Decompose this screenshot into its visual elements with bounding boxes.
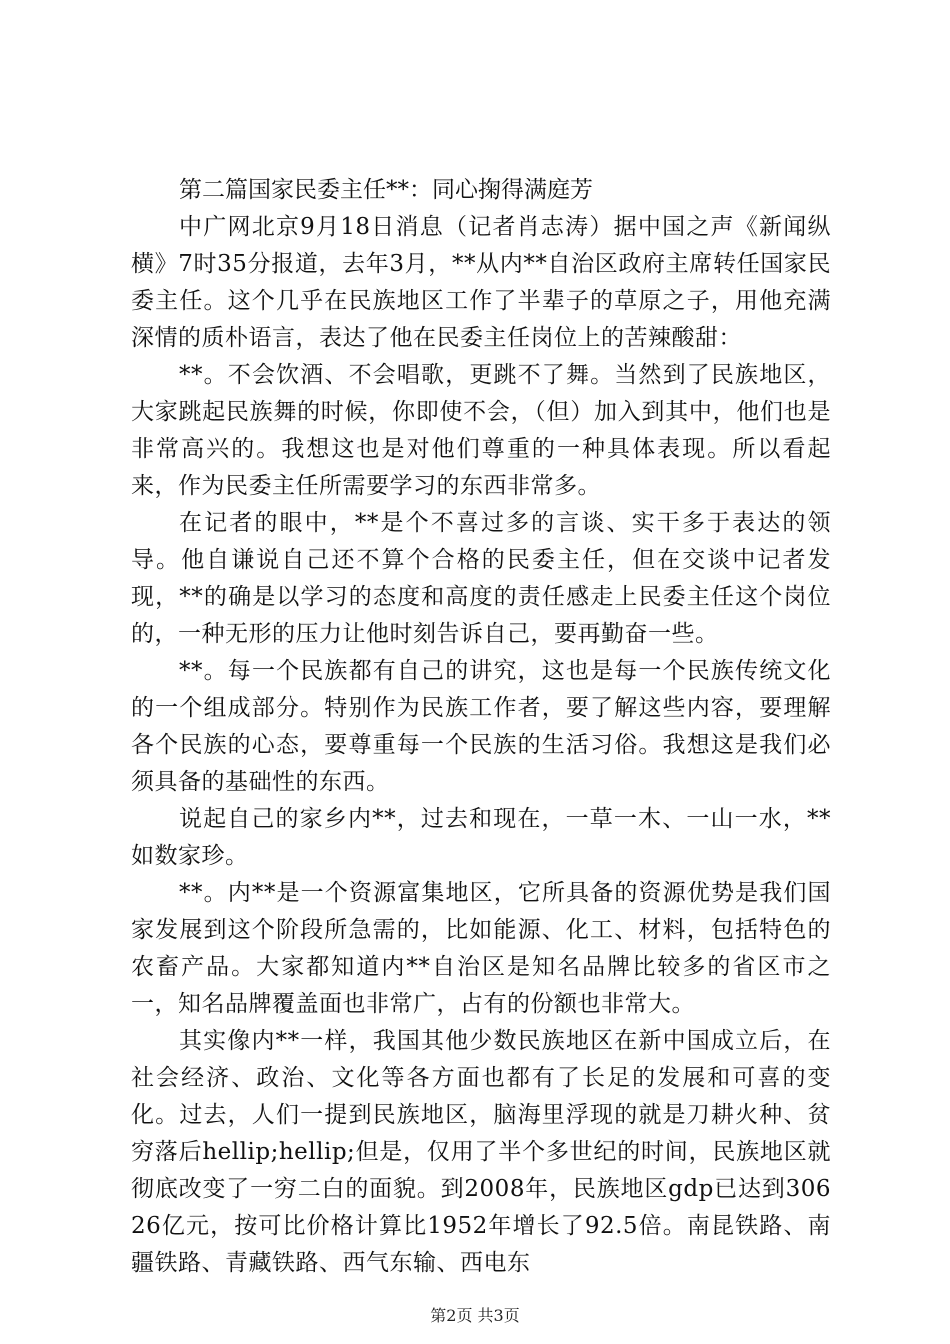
document-title: 第二篇国家民委主任**：同心掬得满庭芳 [179,177,593,203]
paragraph: 中广网北京9月18日消息（记者肖志涛）据中国之声《新闻纵横》7时35分报道，去年3月，**从内**自治区政府主席转任国家民委主任。这个几乎在民族地区工作了半辈子的草原之子，用他充满深情的质朴语言，表达了他在民委主任岗位上的苦辣酸甜： [131,214,831,351]
paragraph: **。每一个民族都有自己的讲究，这也是每一个民族传统文化的一个组成部分。特别作为民族工作者，要了解这些内容，要理解各个民族的心态，要尊重每一个民族的生活习俗。我想这是我们必须具备的基础性的东西。 [131,658,831,795]
paragraph: 在记者的眼中，**是个不喜过多的言谈、实干多于表达的领导。他自谦说自己还不算个合格的民委主任，但在交谈中记者发现，**的确是以学习的态度和高度的责任感走上民委主任这个岗位的，一种无形的压力让他时刻告诉自己，要再勤奋一些。 [131,510,831,647]
document-body [131,172,831,1282]
page-number-footer: 第2页 共3页 [430,1306,520,1325]
paragraph: 说起自己的家乡内**，过去和现在，一草一木、一山一水，**如数家珍。 [131,806,831,869]
paragraph: **。内**是一个资源富集地区，它所具备的资源优势是我们国家发展到这个阶段所急需的，比如能源、化工、材料，包括特色的农畜产品。大家都知道内**自治区是知名品牌比较多的省区市之一，知名品牌覆盖面也非常广，占有的份额也非常大。 [131,880,831,1017]
paragraph: 其实像内**一样，我国其他少数民族地区在新中国成立后，在社会经济、政治、文化等各方面也都有了长足的发展和可喜的变化。过去，人们一提到民族地区，脑海里浮现的就是刀耕火种、贫穷落后hellip;hellip;但是，仅用了半个多世纪的时间，民族地区就彻底改变了一穷二白的面貌。到2008年，民族地区gdp已达到30626亿元，按可比价格计算比1952年增长了92.5倍。南昆铁路、南疆铁路、青藏铁路、西气东输、西电东 [131,1028,831,1276]
paragraph: **。不会饮酒、不会唱歌，更跳不了舞。当然到了民族地区，大家跳起民族舞的时候，你即使不会，（但）加入到其中，他们也是非常高兴的。我想这也是对他们尊重的一种具体表现。所以看起来，作为民委主任所需要学习的东西非常多。 [131,362,831,499]
